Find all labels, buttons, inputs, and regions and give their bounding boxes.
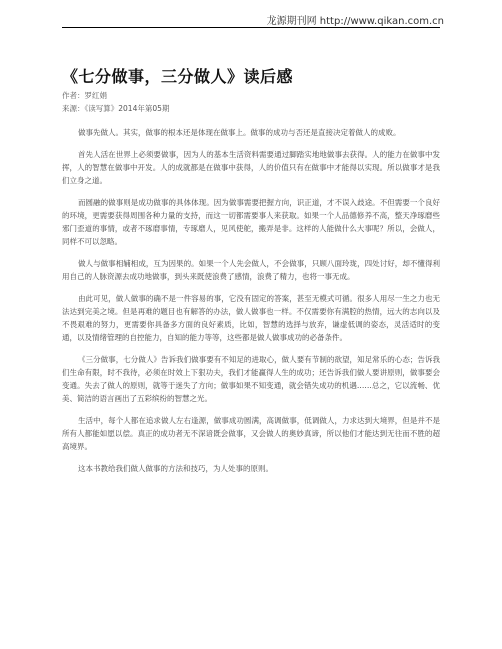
paragraph: 而圆融的做事则是成功做事的具体体现。因为做事需要把握方向，识正道，才不误入歧途。不但需要一个良好的环境，更需要获得周围各种力量的支持，而这一切都需要事人来获取。如果一个人品德修养不高，整天净琢磨些邪门歪道的事情，或者不琢磨事情，专琢磨人，见风使舵，搬弄是非。这样的人能做什么大事呢？所以，会做人，同样不可以忽略。	[62, 198, 440, 246]
article-title: 《七分做事，三分做人》读后感	[62, 67, 294, 86]
article-body	[62, 126, 440, 484]
paragraph: 做人与做事相辅相成，互为因果的。如果一个人先会做人，不会做事，只顾八面玲珑，四处讨好，却不懂得利用自己的人脉资源去成功地做事，到头来既使浪费了感情，浪费了精力，也将一事无成。	[62, 259, 440, 281]
header-rule	[62, 27, 440, 28]
paragraph: 做事先做人。其实，做事的根本还是体现在做事上。做事的成功与否还是直接决定着做人的成败。	[78, 128, 401, 137]
paragraph: 由此可见，做人做事的确不是一件容易的事，它没有固定的答案，甚至无模式可循。很多人用尽一生之力也无法达到完美之境。但是再难的题目也有解答的办法，做人做事也一样。不仅需要你有满腔的热情，远大的志向以及不畏艰难的努力，更需要你具备多方面的良好素质，比如，智慧的选择与放弃，谦虚低调的姿态，灵活适时的变通，以及情绪管理的自控能力，自知的能力等等，这些都是做人做事成功的必备条件。	[62, 294, 440, 342]
article-source: 来源：《读写算》2014年第05期	[62, 104, 170, 113]
paragraph: 《三分做事，七分做人》告诉我们做事要有不知足的进取心，做人要有节制的欲望，知足常乐的心态；告诉我们生命有限，时不我待，必须在时效上下狠功夫，我们才能赢得人生的成功；还告诉我们做人要讲原则，做事要会变通。失去了做人的原则，就等于迷失了方向；做事如果不知变通，就会错失成功的机遇……总之，它以流畅、优美、简洁的语言画出了五彩缤纷的智慧之光。	[62, 355, 440, 403]
paragraph: 首先人活在世界上必须要做事，因为人的基本生活资料需要通过脚踏实地地做事去获得。人的能力在做事中发挥，人的智慧在做事中开发。人的成就都是在做事中获得，人的价值只有在做事中才能得以实现。所以做事才是我们立身之道。	[62, 150, 440, 185]
article-author: 作者：罗红娟	[62, 91, 107, 100]
paragraph: 这本书教给我们做人做事的方法和技巧，为人处事的原则。	[78, 464, 273, 473]
header-site-url: 龙源期刊网 http://www.qikan.com.cn	[266, 16, 444, 27]
paragraph: 生活中，每个人都在追求做人左右逢源，做事成功圆满，高调做事，低调做人，力求达到大境界，但是并不是所有人都能如愿以偿。真正的成功者无不深谙既会做事，又会做人的奥妙真谛，所以他们才能达到无往而不胜的超高境界。	[62, 416, 440, 451]
